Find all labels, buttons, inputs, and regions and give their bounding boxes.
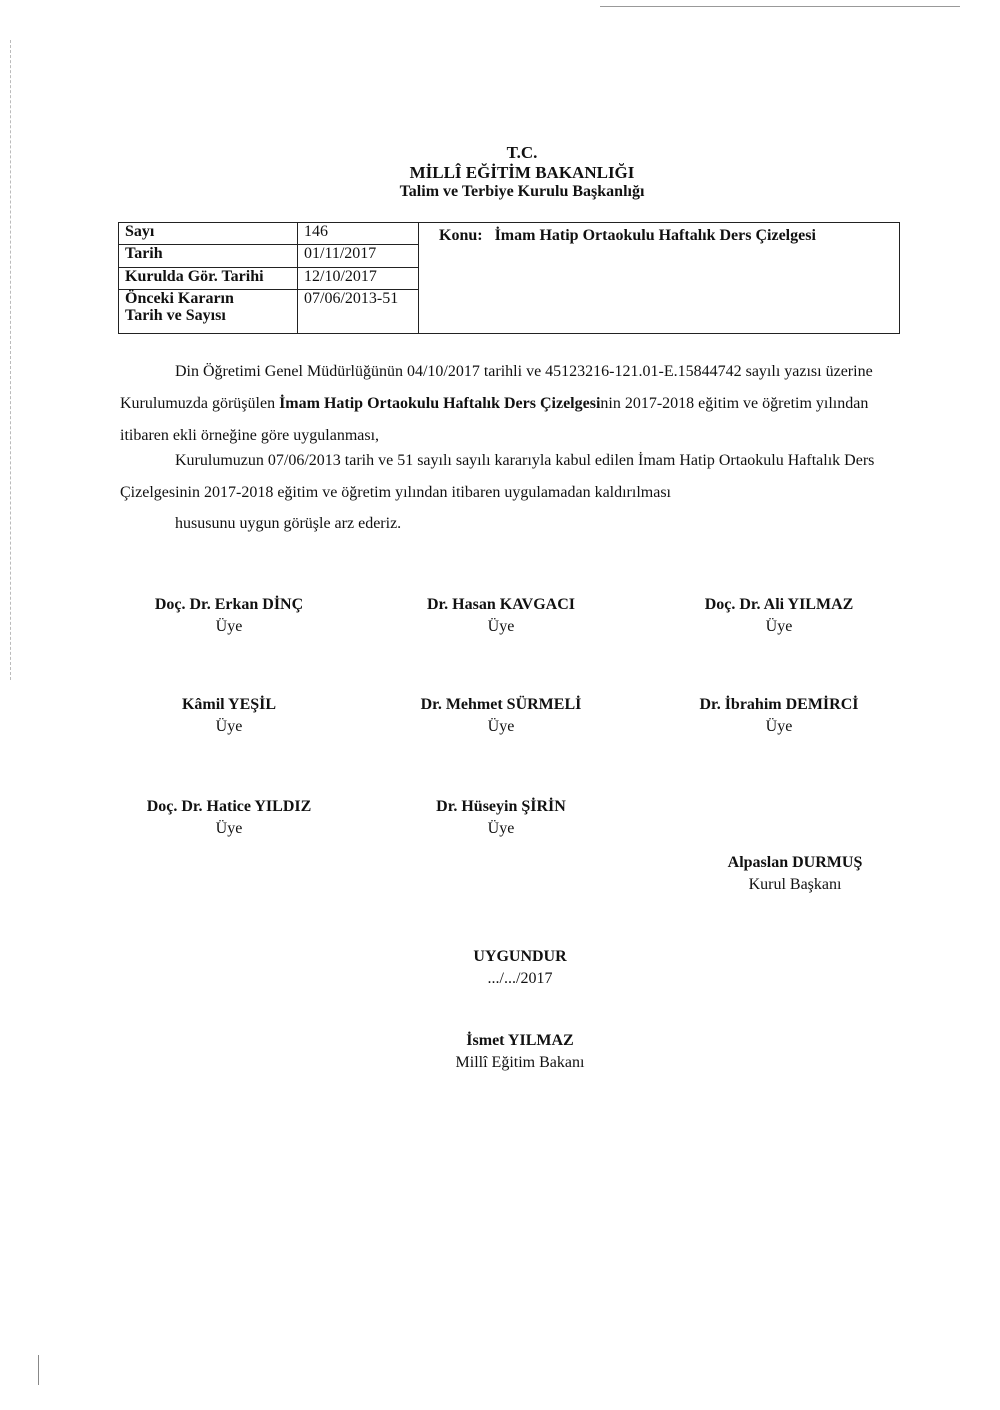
signature-block	[654, 594, 904, 638]
signer-name: Dr. Mehmet SÜRMELİ	[420, 696, 582, 713]
body-paragraph-3: hususunu uygun görüşle arz ederiz.	[175, 515, 402, 532]
approval-date: .../.../2017	[487, 970, 553, 987]
scan-artifact-margin	[10, 40, 11, 680]
onceki-label-line2: Tarih ve Sayısı	[125, 307, 226, 325]
sayi-label: Sayı	[119, 223, 298, 245]
signature-block	[104, 594, 354, 638]
body-paragraph-2: Kurulumuzun 07/06/2013 tarih ve 51 sayılı sayılı kararıyla kabul edilen İmam Hatip Ortaokulu Haftalık Ders Çizelgesinin 2017-2018 eğitim ve öğretim yılından itibaren uygulamadan kaldırılması	[120, 452, 875, 501]
signature-block	[654, 694, 904, 738]
signer-title: Üye	[215, 820, 243, 837]
document-meta-table	[118, 222, 900, 334]
tarih-label: Tarih	[119, 245, 298, 267]
konu-label: Konu:	[439, 227, 483, 244]
signer-title: Üye	[487, 718, 515, 735]
signer-title: Üye	[765, 718, 793, 735]
p1-text-bold: İmam Hatip Ortaokulu Haftalık Ders Çizelgesi	[279, 395, 601, 412]
chair-title: Kurul Başkanı	[748, 876, 842, 893]
minister-name: İsmet YILMAZ	[466, 1032, 574, 1049]
signer-name: Dr. Hasan KAVGACI	[426, 596, 576, 613]
signer-name: Dr. İbrahim DEMİRCİ	[699, 696, 859, 713]
signature-block	[376, 796, 626, 840]
minister-signature-block	[395, 1030, 645, 1074]
p1-text-b: nin 2017-2018 eğitim ve öğretim yılından itibaren ekli örneğine göre uygulanması,	[120, 395, 869, 444]
signer-name: Doç. Dr. Erkan DİNÇ	[154, 596, 304, 613]
chair-name: Alpaslan DURMUŞ	[727, 854, 863, 871]
minister-title: Millî Eğitim Bakanı	[455, 1054, 585, 1071]
p1-text-a: Din Öğretimi Genel Müdürlüğünün 04/10/2017 tarihli ve 45123216-121.01-E.15844742 sayılı yazısı üzerine Kurulumuzda görüşülen	[120, 363, 873, 412]
onceki-label-line1: Önceki Kararın	[125, 290, 234, 308]
signer-title: Üye	[215, 618, 243, 635]
signature-block	[376, 594, 626, 638]
gor-tarihi-label: Kurulda Gör. Tarihi	[119, 267, 298, 289]
signer-name: Doç. Dr. Ali YILMAZ	[704, 596, 854, 613]
tarih-value: 01/11/2017	[298, 245, 419, 267]
scan-artifact-mark	[38, 1355, 39, 1385]
signer-title: Üye	[487, 618, 515, 635]
body-paragraph-1	[120, 356, 900, 452]
header-board: Talim ve Terbiye Kurulu Başkanlığı	[399, 183, 645, 200]
signature-block	[104, 796, 354, 840]
konu-cell	[419, 223, 900, 334]
header-ministry: MİLLÎ EĞİTİM BAKANLIĞI	[409, 163, 635, 182]
approval-label: UYGUNDUR	[473, 948, 567, 965]
signer-title: Üye	[765, 618, 793, 635]
signer-name: Doç. Dr. Hatice YILDIZ	[146, 798, 312, 815]
signer-name: Kâmil YEŞİL	[181, 696, 277, 713]
gor-tarihi-value: 12/10/2017	[298, 267, 419, 289]
signer-name: Dr. Hüseyin ŞİRİN	[436, 798, 566, 815]
signer-title: Üye	[487, 820, 515, 837]
sayi-value: 146	[298, 223, 419, 245]
konu-value: İmam Hatip Ortaokulu Haftalık Ders Çizelgesi	[494, 227, 816, 244]
signature-block	[104, 694, 354, 738]
onceki-karar-label	[119, 290, 298, 334]
chair-signature-block	[670, 852, 920, 896]
signature-block	[376, 694, 626, 738]
signer-title: Üye	[215, 718, 243, 735]
onceki-karar-value: 07/06/2013-51	[298, 290, 419, 334]
approval-block	[395, 946, 645, 990]
scan-artifact-line	[600, 6, 960, 7]
header-tc: T.C.	[506, 143, 538, 162]
